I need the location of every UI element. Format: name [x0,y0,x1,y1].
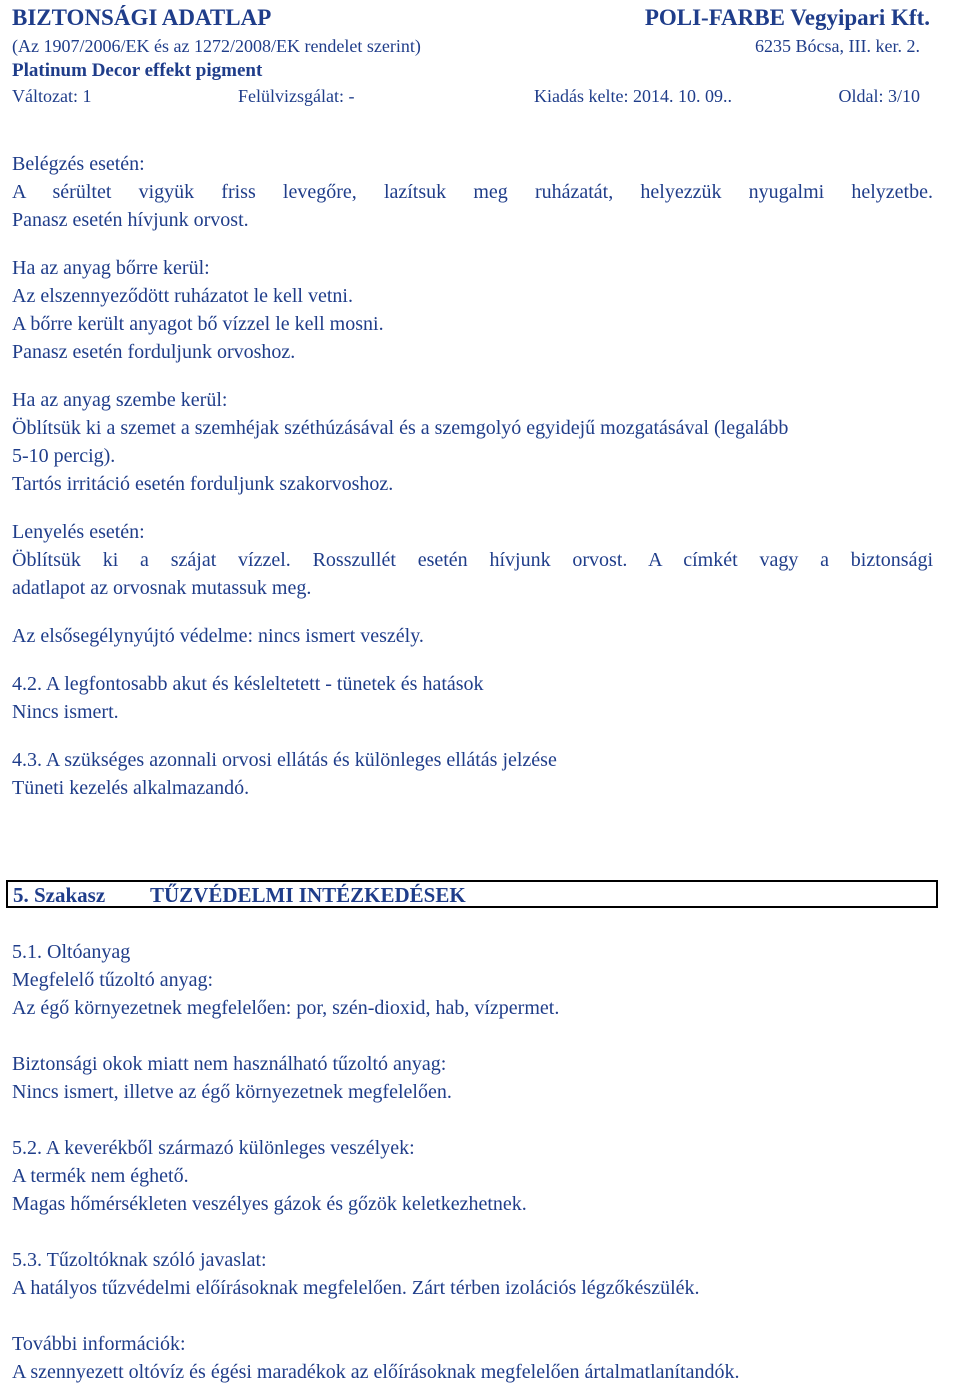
section5-number: 5. Szakasz [13,883,106,907]
s51-text: Az égő környezetnek megfelelően: por, szén-dioxid, hab, vízpermet. [12,997,560,1019]
inhalation-text-2: Panasz esetén hívjunk orvost. [12,209,249,231]
s52-heading: 5.2. A keverékből származó különleges veszélyek: [12,1137,415,1159]
s51-sub: Megfelelő tűzoltó anyag: [12,969,214,991]
skin-heading: Ha az anyag bőrre kerül: [12,257,210,279]
s52-text-2: Magas hőmérsékleten veszélyes gázok és gőzök keletkezhetnek. [12,1193,527,1215]
header-row-4 [12,84,930,108]
s52-text-1: A termék nem éghető. [12,1165,189,1187]
s53-text: A hatályos tűzvédelmi előírásoknak megfelelően. Zárt térben izolációs légzőkészülék. [12,1277,700,1299]
product-name: Platinum Decor effekt pigment [12,60,263,81]
first-aider-protection: Az elsősegélynyújtó védelme: nincs ismert veszély. [12,625,424,647]
s43-text: Tüneti kezelés alkalmazandó. [12,777,250,799]
further-text: A szennyezett oltóvíz és égési maradékok az előírásoknak megfelelően ártalmatlanítandók. [12,1361,740,1383]
s43-heading: 4.3. A szükséges azonnali orvosi ellátás és különleges ellátás jelzése [12,749,557,771]
section5-title-box [6,880,938,908]
version-label: Változat: 1 [12,86,92,106]
ingestion-heading: Lenyelés esetén: [12,521,145,543]
company-address: 6235 Bócsa, III. ker. 2. [755,36,920,56]
regulation-text: (Az 1907/2006/EK és az 1272/2008/EK rendelet szerint) [12,36,421,56]
page-number: Oldal: 3/10 [838,86,920,106]
header-row-2 [12,34,930,58]
header-row-1 [12,4,930,34]
skin-text-1: Az elszennyeződött ruházatot le kell vetni. [12,285,353,307]
document-header [12,4,930,108]
ingestion-text-1: Öblítsük ki a szájat vízzel. Rosszullét esetén hívjunk orvost. A címkét vagy a biztonsági [12,549,933,571]
revision-label: Felülvizsgálat: - [238,86,355,106]
eye-text-3: Tartós irritáció esetén forduljunk szakorvoshoz. [12,473,394,495]
skin-text-3: Panasz esetén forduljunk orvoshoz. [12,341,296,363]
s42-text: Nincs ismert. [12,701,119,723]
s51-heading: 5.1. Oltóanyag [12,941,131,963]
s53-heading: 5.3. Tűzoltóknak szóló javaslat: [12,1249,267,1271]
inhalation-heading: Belégzés esetén: [12,153,145,175]
eye-text-2: 5-10 percig). [12,445,116,467]
s42-heading: 4.2. A legfontosabb akut és késleltetett - tünetek és hatások [12,673,484,695]
company-name: POLI-FARBE Vegyipari Kft. [644,5,930,30]
eye-text-1: Öblítsük ki a szemet a szemhéjak széthúzásával és a szemgolyó egyidejű mozgatásával (legalább [12,417,789,439]
issue-date-label: Kiadás kelte: 2014. 10. 09.. [534,86,732,106]
inhalation-text-1: A sérültet vigyük friss levegőre, lazítsuk meg ruházatát, helyezzük nyugalmi helyzetbe. [12,181,933,203]
unsuitable-text: Nincs ismert, illetve az égő környezetnek megfelelően. [12,1081,452,1103]
skin-text-2: A bőrre került anyagot bő vízzel le kell mosni. [12,313,384,335]
ingestion-text-2: adatlapot az orvosnak mutassuk meg. [12,577,312,599]
eye-heading: Ha az anyag szembe kerül: [12,389,228,411]
section4-content [12,150,960,802]
document-title: BIZTONSÁGI ADATLAP [12,5,272,30]
unsuitable-heading: Biztonsági okok miatt nem használható tűzoltó anyag: [12,1053,447,1075]
section5-title: TŰZVÉDELMI INTÉZKEDÉSEK [150,883,466,907]
further-heading: További információk: [12,1333,186,1355]
header-row-3 [12,58,930,84]
